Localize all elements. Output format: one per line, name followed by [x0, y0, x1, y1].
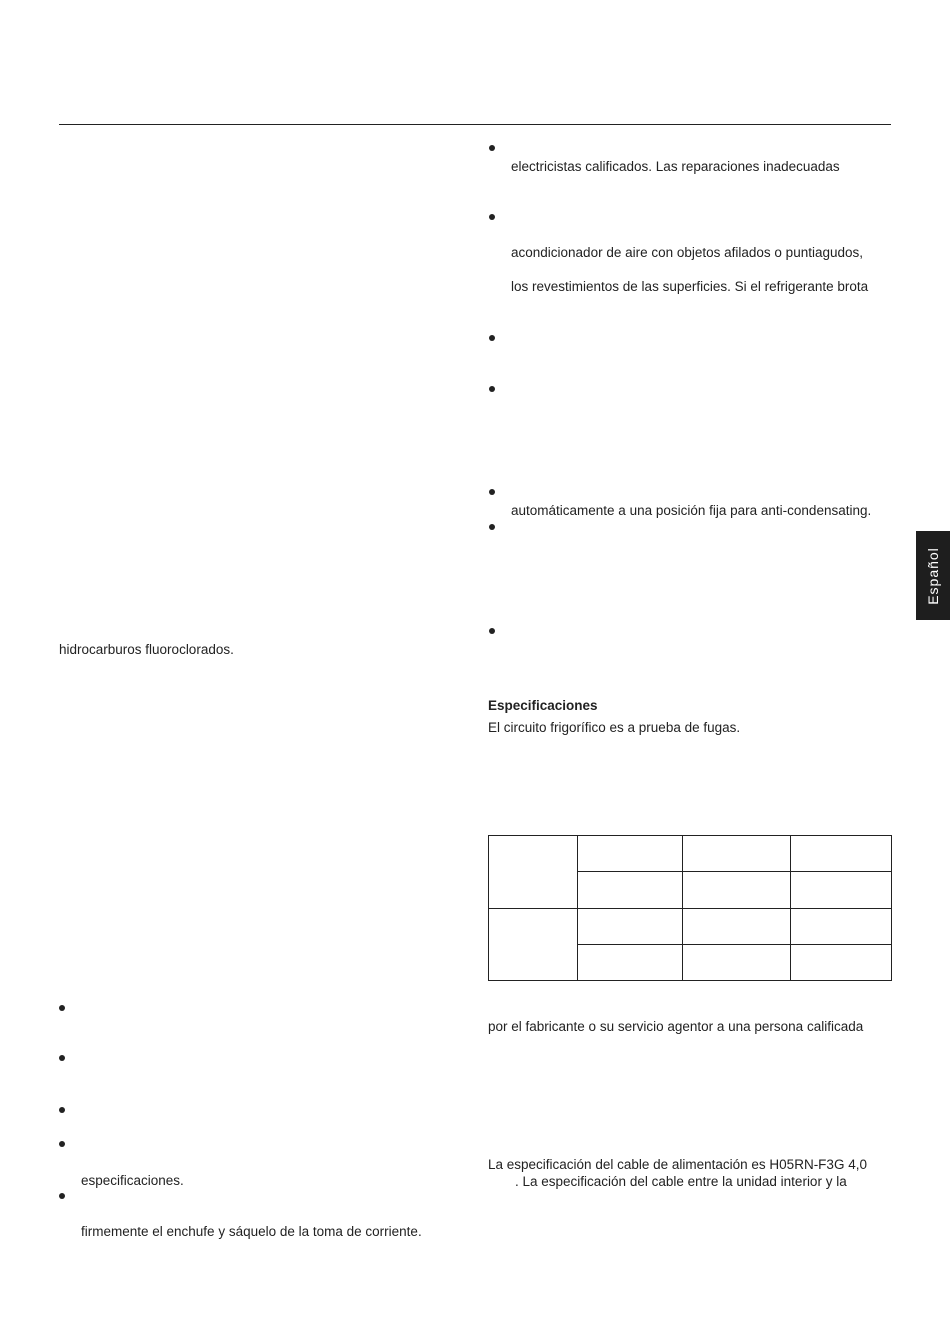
table-cell	[791, 872, 892, 908]
language-tab	[916, 531, 950, 620]
table-row	[489, 836, 892, 872]
table-cell	[683, 944, 791, 980]
table-cell	[578, 836, 683, 872]
table-cell	[578, 944, 683, 980]
text-electricistas: electricistas calificados. Las reparaciones inadecuadas	[511, 159, 840, 174]
table-cell	[683, 836, 791, 872]
text-enchufe: firmemente el enchufe y sáquelo de la toma de corriente.	[81, 1224, 422, 1239]
specs-heading: Especificaciones	[488, 698, 598, 713]
table-cell	[683, 908, 791, 944]
table-cell	[791, 944, 892, 980]
bullet-point	[489, 524, 495, 530]
text-cable-1: La especificación del cable de alimentación es H05RN-F3G 4,0	[488, 1157, 867, 1172]
table-cell	[683, 872, 791, 908]
text-revestimientos: los revestimientos de las superficies. Si el refrigerante brota	[511, 279, 869, 294]
text-especificaciones: especificaciones.	[81, 1173, 184, 1188]
bullet-point	[59, 1055, 65, 1061]
bullet-point	[59, 1005, 65, 1011]
text-fabricante: por el fabricante o su servicio agentor a una persona calificada	[488, 1019, 864, 1034]
text-automaticamente: automáticamente a una posición fija para anti-condensating.	[511, 503, 872, 518]
bullet-point	[489, 489, 495, 495]
bullet-point	[59, 1107, 65, 1113]
table-cell	[489, 908, 578, 981]
text-acondicionador: acondicionador de aire con objetos afilados o puntiagudos,	[511, 245, 864, 260]
bullet-point	[489, 214, 495, 220]
text-cable-2: . La especificación del cable entre la unidad interior y la	[515, 1174, 847, 1189]
specs-table	[488, 835, 892, 981]
table-cell	[791, 836, 892, 872]
bullet-point	[59, 1141, 65, 1147]
bullet-point	[59, 1193, 65, 1199]
text-hidrocarburos: hidrocarburos fluoroclorados.	[59, 642, 234, 657]
table-cell	[578, 908, 683, 944]
bullet-point	[489, 628, 495, 634]
table-cell	[791, 908, 892, 944]
table-cell	[489, 836, 578, 909]
language-tab-label: Español	[925, 546, 941, 605]
bullet-point	[489, 386, 495, 392]
bullet-point	[489, 335, 495, 341]
header-rule	[59, 124, 891, 125]
bullet-point	[489, 145, 495, 151]
table-row	[489, 908, 892, 944]
table-cell	[578, 872, 683, 908]
specs-text: El circuito frigorífico es a prueba de fugas.	[488, 720, 741, 735]
